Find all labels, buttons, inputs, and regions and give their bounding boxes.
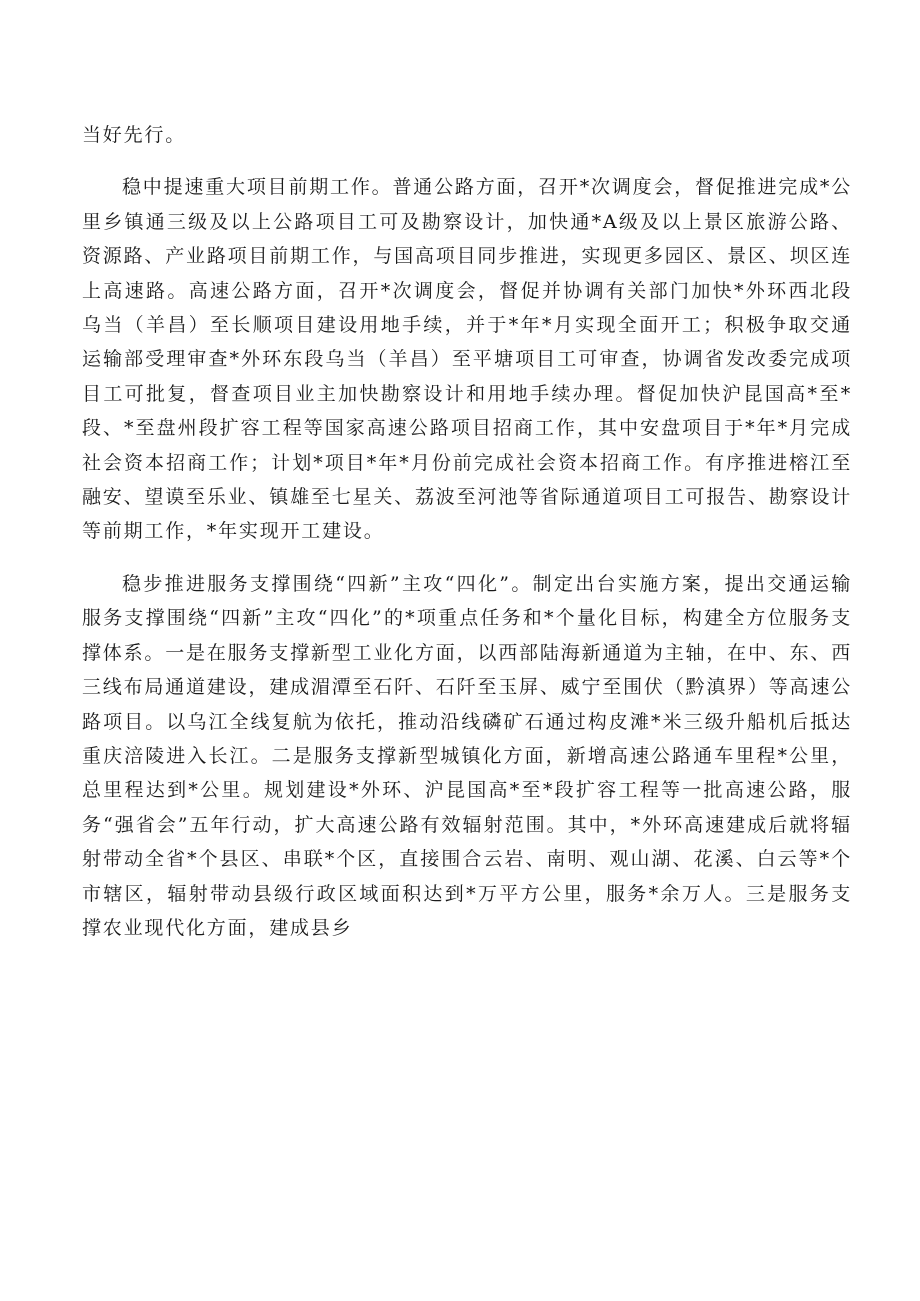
- paragraph-service-support: 稳步推进服务支撑围绕“四新”主攻“四化”。制定出台实施方案，提出交通运输服务支撑围绕“四新”主攻“四化”的*项重点任务和*个量化目标，构建全方位服务支撑体系。一是在服务支撑新型工业化方面，以西部陆海新通道为主轴，在中、东、西三线布局通道建设，建成湄潭至石阡、石阡至玉屏、威宁至围伏（黔滇界）等高速公路项目。以乌江全线复航为依托，推动沿线磷矿石通过构皮滩*米三级升船机后抵达重庆涪陵进入长江。二是服务支撑新型城镇化方面，新增高速公路通车里程*公里，总里程达到*公里。规划建设*外环、沪昆国高*至*段扩容工程等一批高速公路，服务“强省会”五年行动，扩大高速公路有效辐射范围。其中，*外环高速建成后就将辐射带动全省*个县区、串联*个区，直接围合云岩、南明、观山湖、花溪、白云等*个市辖区，辐射带动县级行政区域面积达到*万平方公里，服务*余万人。三是服务支撑农业现代化方面，建成县乡: [82, 572, 852, 939]
- paragraph-intro-ending: 当好先行。: [82, 124, 187, 146]
- document-page: [82, 118, 852, 945]
- paragraph-major-projects: 稳中提速重大项目前期工作。普通公路方面，召开*次调度会，督促推进完成*公里乡镇通三级及以上公路项目工可及勘察设计，加快通*A级及以上景区旅游公路、资源路、产业路项目前期工作，与国高项目同步推进，实现更多园区、景区、坝区连上高速路。高速公路方面，召开*次调度会，督促并协调有关部门加快*外环西北段乌当（羊昌）至长顺项目建设用地手续，并于*年*月实现全面开工；积极争取交通运输部受理审查*外环东段乌当（羊昌）至平塘项目工可审查，协调省发改委完成项目工可批复，督查项目业主加快勘察设计和用地手续办理。督促加快沪昆国高*至*段、*至盘州段扩容工程等国家高速公路项目招商工作，其中安盘项目于*年*月完成社会资本招商工作；计划*项目*年*月份前完成社会资本招商工作。有序推进榕江至融安、望谟至乐业、镇雄至七星关、荔波至河池等省际通道项目工可报告、勘察设计等前期工作，*年实现开工建设。: [82, 176, 852, 543]
